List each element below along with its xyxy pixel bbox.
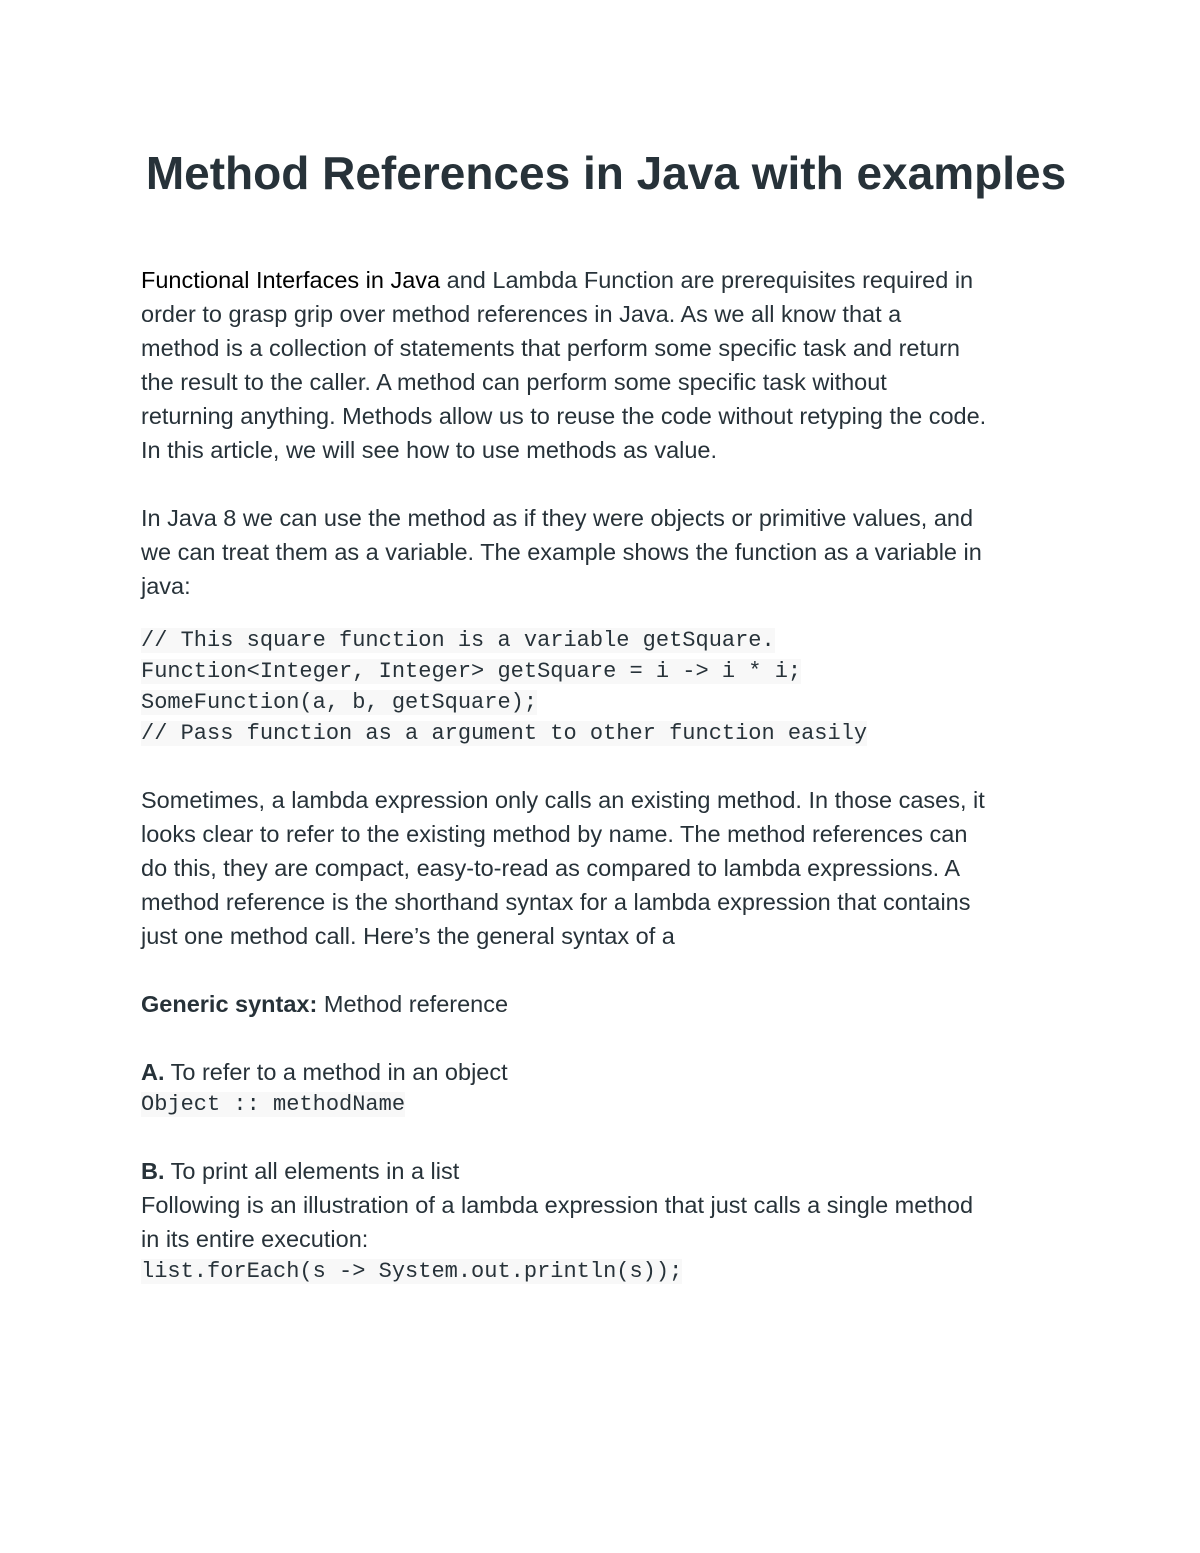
generic-syntax-text: Method reference [317, 991, 509, 1017]
intro-line: order to grasp grip over method references in Java. As we all know that a [141, 301, 902, 327]
section-a-text: To refer to a method in an object [164, 1059, 508, 1085]
generic-syntax-label: Generic syntax: [141, 991, 318, 1017]
intro-paragraph [141, 263, 1071, 467]
intro-line: returning anything. Methods allow us to reuse the code without retyping the code. [141, 403, 987, 429]
document-page [141, 140, 1071, 1287]
spacer [141, 467, 1071, 501]
java8-paragraph [141, 501, 1071, 603]
spacer [141, 603, 1071, 625]
code-example-block [141, 625, 1071, 749]
code-line [141, 718, 1071, 749]
functional-interfaces-link[interactable]: Functional Interfaces in Java [141, 267, 441, 293]
java8-line: java: [141, 573, 191, 599]
section-b-label: B. [141, 1158, 165, 1184]
section-a-label: A. [141, 1059, 165, 1085]
section-a-code-line [141, 1089, 1071, 1120]
code-text: SomeFunction(a, b, getSquare); [141, 690, 538, 715]
lambda-line: just one method call. Here’s the general syntax of a [141, 923, 675, 949]
section-b-code-line [141, 1256, 1071, 1287]
spacer [141, 749, 1071, 783]
code-line [141, 625, 1071, 656]
lambda-line: do this, they are compact, easy-to-read as compared to lambda expressions. A [141, 855, 961, 881]
spacer [141, 1120, 1071, 1154]
lambda-line: looks clear to refer to the existing method by name. The method references can [141, 821, 968, 847]
lambda-line: method reference is the shorthand syntax for a lambda expression that contains [141, 889, 971, 915]
spacer [141, 1021, 1071, 1055]
intro-line: the result to the caller. A method can perform some specific task without [141, 369, 887, 395]
section-a-heading [141, 1055, 1071, 1089]
lambda-line: Sometimes, a lambda expression only calls an existing method. In those cases, it [141, 787, 985, 813]
java8-line: we can treat them as a variable. The example shows the function as a variable in [141, 539, 982, 565]
code-comment-text: // This square function is a variable getSquare. [141, 628, 775, 653]
spacer [141, 953, 1071, 987]
code-text: Function<Integer, Integer> getSquare = i -> i * i; [141, 659, 802, 684]
section-b-desc-line: in its entire execution: [141, 1226, 369, 1252]
java8-line: In Java 8 we can use the method as if they were objects or primitive values, and [141, 505, 974, 531]
section-b-desc-line: Following is an illustration of a lambda expression that just calls a single method [141, 1192, 974, 1218]
page-title-text: Method References in Java with examples [145, 147, 1067, 199]
code-comment-text: // Pass function as a argument to other function easily [141, 721, 868, 746]
intro-line: and Lambda Function are prerequisites required in [440, 267, 974, 293]
code-line [141, 687, 1071, 718]
lambda-paragraph [141, 783, 1071, 953]
section-b-code: list.forEach(s -> System.out.println(s)); [141, 1259, 683, 1284]
intro-line: In this article, we will see how to use methods as value. [141, 437, 718, 463]
generic-syntax-line [141, 987, 1071, 1021]
code-line [141, 656, 1071, 687]
section-b-description [141, 1188, 1071, 1256]
intro-line: method is a collection of statements that perform some specific task and return [141, 335, 960, 361]
section-b-heading [141, 1154, 1071, 1188]
section-a-code: Object :: methodName [141, 1092, 406, 1117]
section-b-text: To print all elements in a list [164, 1158, 460, 1184]
page-title [141, 140, 1071, 206]
